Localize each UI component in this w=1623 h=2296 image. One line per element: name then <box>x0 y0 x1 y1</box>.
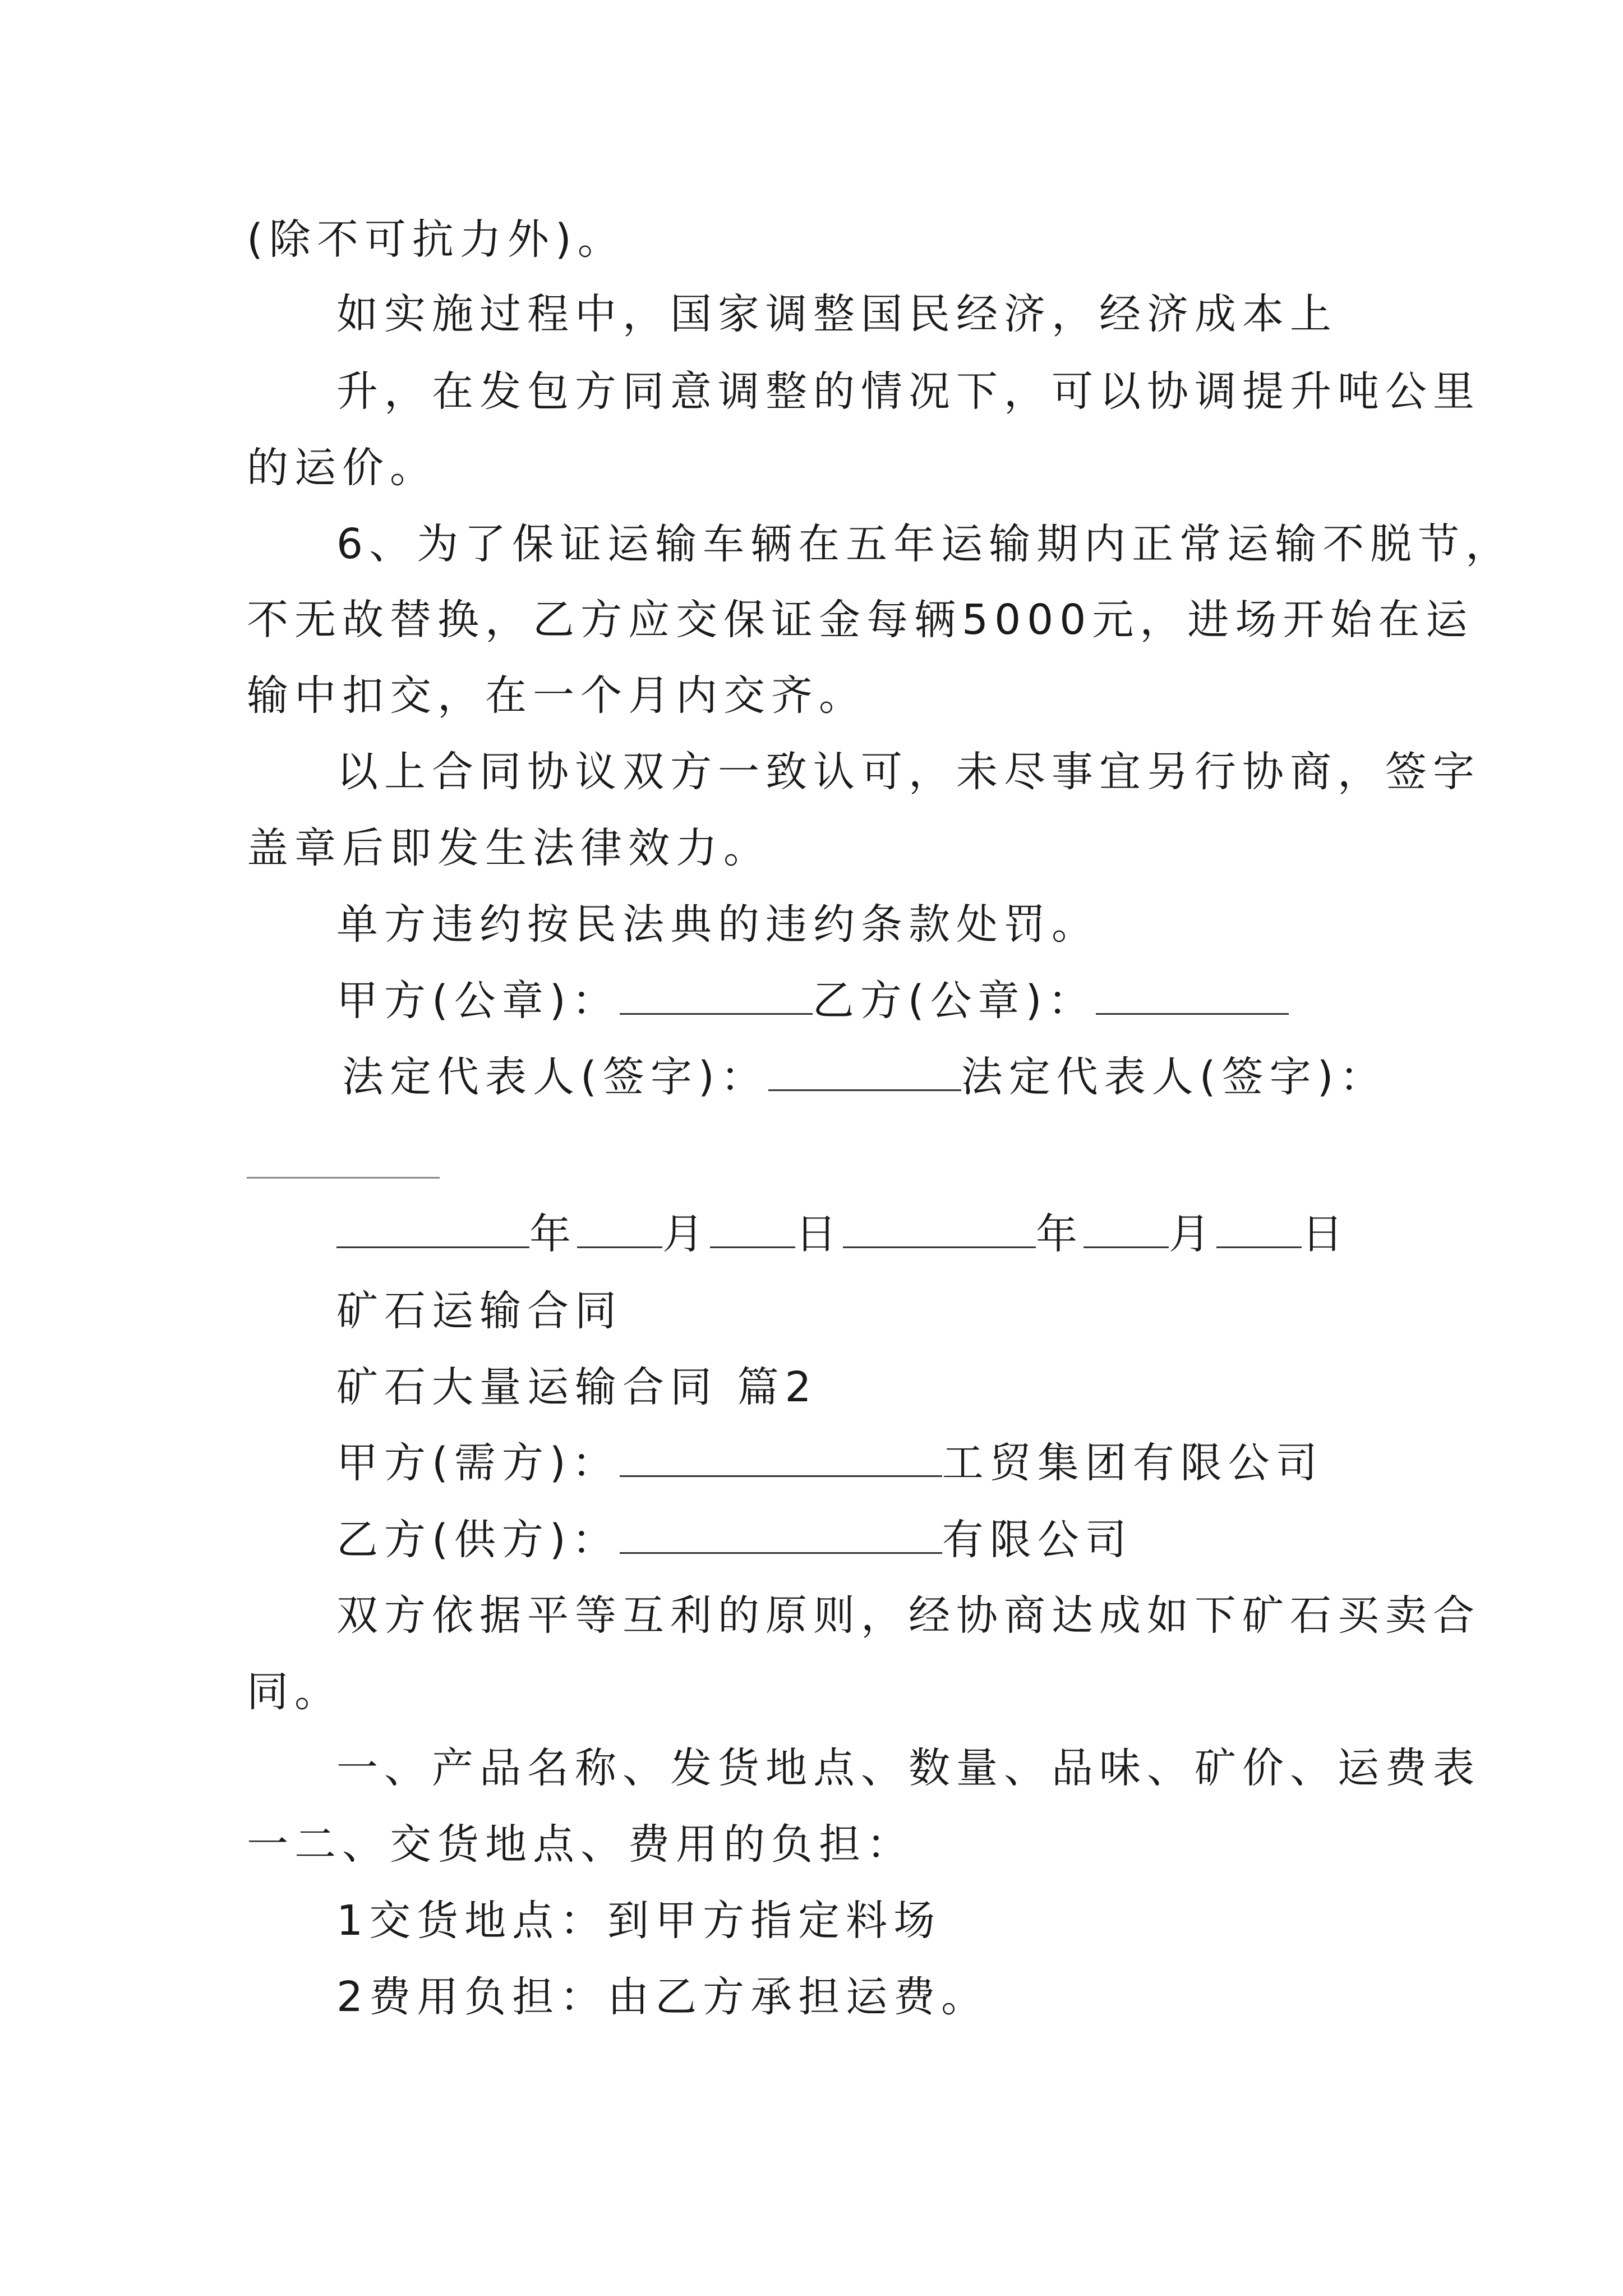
paragraph-line: 以上合同协议双方一致认可，未尽事宜另行协商，签字 <box>336 748 1481 796</box>
year-a-blank[interactable] <box>336 1206 529 1248</box>
section-heading: 一、产品名称、发货地点、数量、品味、矿价、运费表 <box>336 1744 1481 1792</box>
rep-a-label: 法定代表人(签字)： <box>342 1053 768 1101</box>
paragraph-line: 同。 <box>247 1668 342 1716</box>
buyer-suffix: 工贸集团有限公司 <box>942 1439 1324 1487</box>
rep-a-blank[interactable] <box>768 1049 961 1091</box>
month-a-blank[interactable] <box>577 1206 662 1248</box>
buyer-label: 甲方(需方)： <box>336 1439 620 1487</box>
buyer-line <box>336 1435 1324 1491</box>
day-a-blank[interactable] <box>710 1206 795 1248</box>
buyer-blank[interactable] <box>620 1435 942 1477</box>
month-b-label: 月 <box>1169 1210 1216 1258</box>
year-a-label: 年 <box>529 1210 577 1258</box>
month-a-label: 月 <box>662 1210 710 1258</box>
representative-line <box>342 1049 1387 1105</box>
paragraph-line: 盖章后即发生法律效力。 <box>247 824 771 872</box>
party-b-seal-label: 乙方(公章)： <box>812 977 1096 1025</box>
paragraph-line: 输中扣交，在一个月内交齐。 <box>247 671 866 720</box>
party-b-seal-blank[interactable] <box>1096 973 1289 1015</box>
paragraph-line: 不无故替换，乙方应交保证金每辆5000元，进场开始在运 <box>247 596 1474 644</box>
day-a-label: 日 <box>795 1210 843 1258</box>
seller-blank[interactable] <box>620 1512 942 1554</box>
month-b-blank[interactable] <box>1083 1206 1169 1248</box>
party-a-seal-label: 甲方(公章)： <box>336 977 620 1025</box>
paragraph-line: 6、为了保证运输车辆在五年运输期内正常运输不脱节， <box>336 520 1514 568</box>
seller-suffix: 有限公司 <box>942 1516 1133 1564</box>
day-b-label: 日 <box>1302 1210 1349 1258</box>
party-a-seal-blank[interactable] <box>620 973 813 1015</box>
seller-line <box>336 1512 1133 1568</box>
list-item: 2费用负担：由乙方承担运费。 <box>336 1973 989 2021</box>
paragraph-line: 双方依据平等互利的原则，经协商达成如下矿石买卖合 <box>336 1591 1481 1640</box>
paragraph-line: 升，在发包方同意调整的情况下，可以协调提升吨公里 <box>336 367 1481 416</box>
paragraph-line: 单方违约按民法典的违约条款处罚。 <box>336 900 1099 949</box>
paragraph-line: 如实施过程中，国家调整国民经济，经济成本上 <box>336 290 1338 338</box>
year-b-blank[interactable] <box>843 1206 1036 1248</box>
seller-label: 乙方(供方)： <box>336 1516 620 1564</box>
day-b-blank[interactable] <box>1216 1206 1302 1248</box>
section-heading: 一二、交货地点、费用的负担： <box>247 1820 914 1869</box>
paragraph-line: (除不可抗力外)。 <box>247 215 625 264</box>
year-b-label: 年 <box>1036 1210 1083 1258</box>
rep-b-blank[interactable] <box>247 1177 440 1179</box>
rep-b-label: 法定代表人(签字)： <box>961 1053 1387 1101</box>
list-item: 1交货地点：到甲方指定料场 <box>336 1897 942 1945</box>
date-line <box>336 1206 1349 1262</box>
seal-line <box>336 973 1289 1029</box>
paragraph-line: 的运价。 <box>247 444 437 492</box>
contract-title: 矿石运输合同 <box>336 1287 623 1335</box>
contract-subtitle: 矿石大量运输合同 篇2 <box>336 1363 818 1411</box>
